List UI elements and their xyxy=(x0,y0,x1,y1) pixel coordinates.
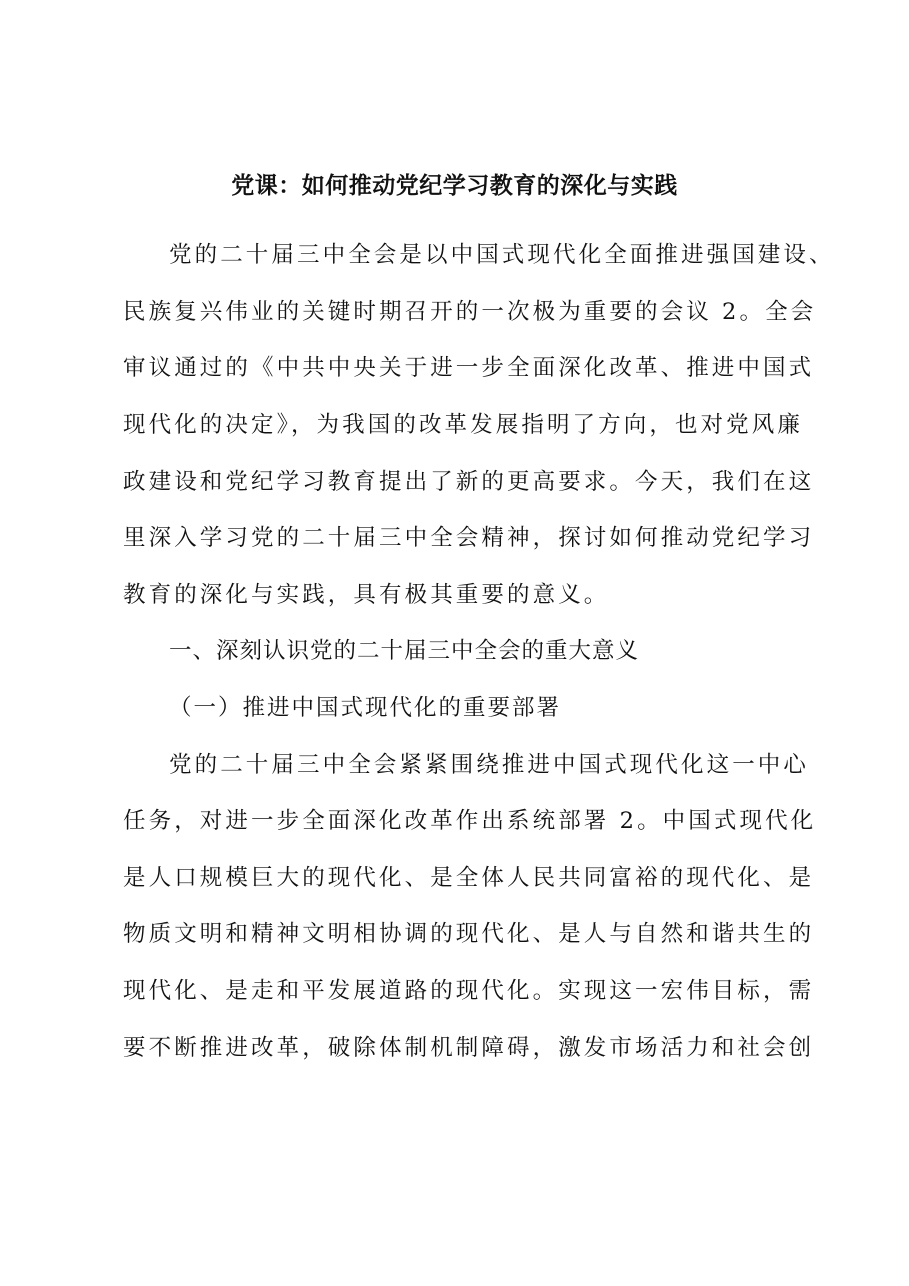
paragraph-2-line-6: 要不断推进改革，破除体制机制障碍，激发市场活力和社会创 xyxy=(123,1035,815,1061)
section-heading-1: 一、深刻认识党的二十届三中全会的重大意义 xyxy=(169,638,640,664)
paragraph-1-line-1: 党的二十届三中全会是以中国式现代化全面推进强国建设、 xyxy=(169,242,835,268)
paragraph-2-line-5: 现代化、是走和平发展道路的现代化。实现这一宏伟目标，需 xyxy=(123,978,815,1004)
paragraph-1-line-5: 政建设和党纪学习教育提出了新的更高要求。今天，我们在这 xyxy=(123,469,815,495)
paragraph-2-line-3: 是人口规模巨大的现代化、是全体人民共同富裕的现代化、是 xyxy=(123,865,815,891)
paragraph-2-line-1: 党的二十届三中全会紧紧围绕推进中国式现代化这一中心 xyxy=(169,752,810,778)
paragraph-1-line-4: 现代化的决定》，为我国的改革发展指明了方向，也对党风廉 xyxy=(123,412,803,438)
paragraph-1-line-3: 审议通过的《中共中央关于进一步全面深化改革、推进中国式 xyxy=(123,355,815,381)
subsection-heading-1: （一）推进中国式现代化的重要部署 xyxy=(169,695,562,721)
paragraph-1-line-6: 里深入学习党的二十届三中全会精神，探讨如何推动党纪学习 xyxy=(123,525,815,551)
paragraph-1-line-2: 民族复兴伟业的关键时期召开的一次极为重要的会议 2。全会 xyxy=(123,299,817,325)
document-title: 党课：如何推动党纪学习教育的深化与实践 xyxy=(231,172,678,199)
paragraph-2-line-4: 物质文明和精神文明相协调的现代化、是人与自然和谐共生的 xyxy=(123,921,815,947)
paragraph-2-line-2: 任务，对进一步全面深化改革作出系统部署 2。中国式现代化 xyxy=(123,808,817,834)
paragraph-1-line-7: 教育的深化与实践，具有极其重要的意义。 xyxy=(123,582,610,608)
